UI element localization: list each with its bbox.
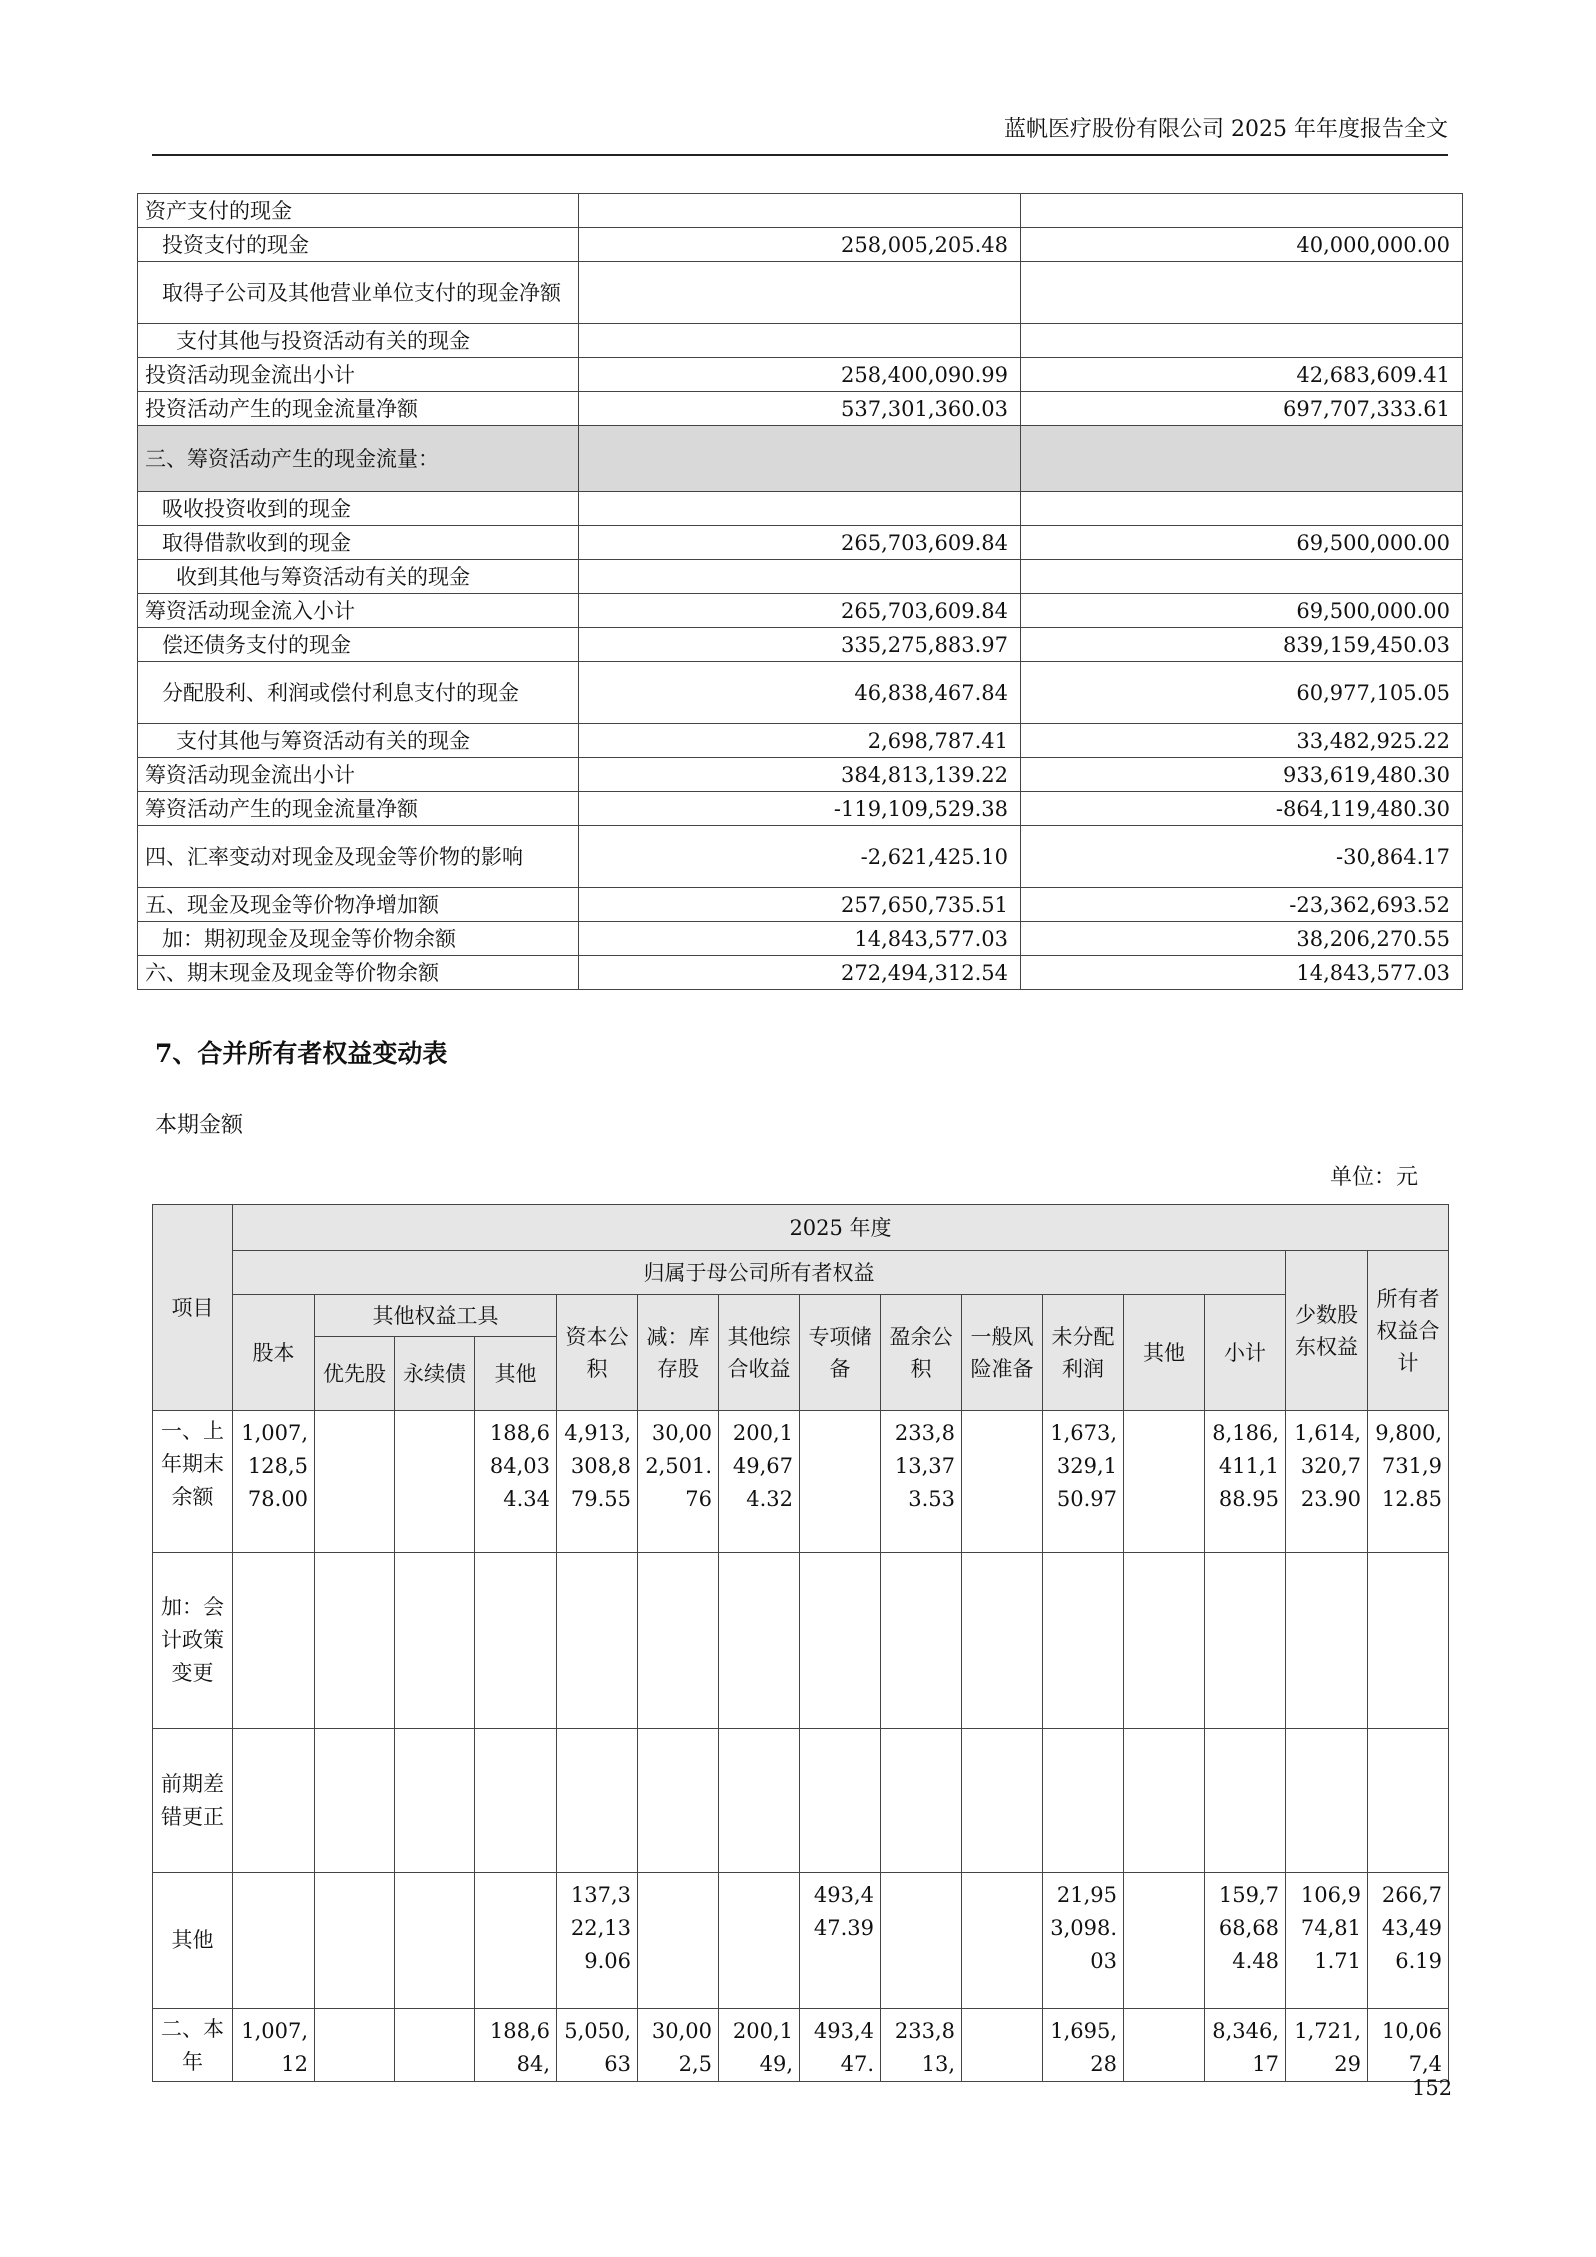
equity-table — [152, 1204, 1449, 2082]
cashflow-label: 取得借款收到的现金 — [138, 526, 579, 560]
equity-cell — [395, 1411, 475, 1553]
cashflow-label: 支付其他与投资活动有关的现金 — [138, 324, 579, 358]
equity-row-label: 前期差错更正 — [153, 1729, 233, 1873]
equity-cell — [1124, 2009, 1205, 2082]
equity-cell: 493,447. — [800, 2009, 881, 2082]
cashflow-current-value: -2,621,425.10 — [579, 826, 1021, 888]
equity-row — [153, 1411, 1449, 1553]
cashflow-prior-value — [1021, 262, 1463, 324]
equity-row — [153, 1873, 1449, 2009]
cashflow-row — [138, 560, 1463, 594]
cashflow-prior-value — [1021, 324, 1463, 358]
equity-cell — [315, 1873, 395, 2009]
cashflow-label: 投资支付的现金 — [138, 228, 579, 262]
cashflow-row — [138, 426, 1463, 492]
equity-cell — [475, 1553, 557, 1729]
cashflow-prior-value: -23,362,693.52 — [1021, 888, 1463, 922]
equity-cell — [1286, 1729, 1368, 1873]
cashflow-row — [138, 628, 1463, 662]
equity-cell: 5,050,63 — [557, 2009, 638, 2082]
equity-cell: 9,800,731,912.85 — [1368, 1411, 1449, 1553]
cashflow-label: 取得子公司及其他营业单位支付的现金净额 — [138, 262, 579, 324]
equity-cell — [475, 1729, 557, 1873]
equity-cell: 188,684, — [475, 2009, 557, 2082]
col-surplus-reserve: 盈余公积 — [881, 1295, 962, 1411]
equity-cell — [233, 1873, 315, 2009]
cashflow-row — [138, 358, 1463, 392]
equity-cell: 493,447.39 — [800, 1873, 881, 2009]
cashflow-label: 投资活动现金流出小计 — [138, 358, 579, 392]
equity-cell: 200,149,674.32 — [719, 1411, 800, 1553]
equity-cell: 21,953,098.03 — [1043, 1873, 1124, 2009]
cashflow-current-value: 537,301,360.03 — [579, 392, 1021, 426]
cashflow-row — [138, 324, 1463, 358]
cashflow-prior-value — [1021, 426, 1463, 492]
equity-cell — [800, 1553, 881, 1729]
cashflow-current-value: -119,109,529.38 — [579, 792, 1021, 826]
cashflow-current-value: 14,843,577.03 — [579, 922, 1021, 956]
cashflow-label: 筹资活动现金流出小计 — [138, 758, 579, 792]
equity-cell: 30,002,5 — [638, 2009, 719, 2082]
equity-cell: 233,813,373.53 — [881, 1411, 962, 1553]
equity-cell — [1286, 1553, 1368, 1729]
col-subtotal: 小计 — [1205, 1295, 1286, 1411]
cashflow-prior-value: 697,707,333.61 — [1021, 392, 1463, 426]
col-other: 其他 — [1124, 1295, 1205, 1411]
cashflow-label: 偿还债务支付的现金 — [138, 628, 579, 662]
cashflow-row — [138, 826, 1463, 888]
cashflow-label: 筹资活动现金流入小计 — [138, 594, 579, 628]
cashflow-prior-value: -864,119,480.30 — [1021, 792, 1463, 826]
equity-row-label: 加：会计政策变更 — [153, 1553, 233, 1729]
cashflow-current-value: 46,838,467.84 — [579, 662, 1021, 724]
cashflow-label: 五、现金及现金等价物净增加额 — [138, 888, 579, 922]
equity-cell: 137,322,139.06 — [557, 1873, 638, 2009]
equity-cell — [1043, 1729, 1124, 1873]
header-title: 蓝帆医疗股份有限公司 2025 年年度报告全文 — [1004, 117, 1448, 142]
equity-cell — [315, 1411, 395, 1553]
cashflow-prior-value: 69,500,000.00 — [1021, 526, 1463, 560]
equity-cell: 1,673,329,150.97 — [1043, 1411, 1124, 1553]
parent-equity-header: 归属于母公司所有者权益 — [233, 1251, 1286, 1295]
equity-cell — [233, 1729, 315, 1873]
cashflow-prior-value: 42,683,609.41 — [1021, 358, 1463, 392]
col-perpetual: 永续债 — [395, 1337, 475, 1411]
cashflow-row — [138, 194, 1463, 228]
equity-cell — [962, 2009, 1043, 2082]
cashflow-current-value: 257,650,735.51 — [579, 888, 1021, 922]
cashflow-row — [138, 492, 1463, 526]
cashflow-row — [138, 262, 1463, 324]
equity-cell — [962, 1553, 1043, 1729]
equity-cell — [315, 1729, 395, 1873]
equity-cell — [1124, 1411, 1205, 1553]
year-header: 2025 年度 — [233, 1205, 1449, 1251]
cashflow-row — [138, 922, 1463, 956]
cashflow-prior-value — [1021, 492, 1463, 526]
cashflow-label: 资产支付的现金 — [138, 194, 579, 228]
col-preferred: 优先股 — [315, 1337, 395, 1411]
equity-cell — [1205, 1553, 1286, 1729]
equity-cell — [233, 1553, 315, 1729]
cashflow-current-value: 258,400,090.99 — [579, 358, 1021, 392]
cashflow-current-value — [579, 426, 1021, 492]
cashflow-prior-value: 933,619,480.30 — [1021, 758, 1463, 792]
cashflow-row — [138, 792, 1463, 826]
equity-cell: 1,614,320,723.90 — [1286, 1411, 1368, 1553]
equity-cell — [1124, 1553, 1205, 1729]
equity-cell: 1,007,128,578.00 — [233, 1411, 315, 1553]
col-treasury-stock: 减：库存股 — [638, 1295, 719, 1411]
cashflow-label: 吸收投资收到的现金 — [138, 492, 579, 526]
equity-cell — [881, 1873, 962, 2009]
equity-cell: 30,002,501.76 — [638, 1411, 719, 1553]
equity-cell — [315, 1553, 395, 1729]
equity-cell — [1043, 1553, 1124, 1729]
equity-cell — [395, 1729, 475, 1873]
equity-cell — [800, 1411, 881, 1553]
equity-cell — [1124, 1873, 1205, 2009]
col-total: 所有者权益合计 — [1368, 1251, 1449, 1411]
col-oci: 其他综合收益 — [719, 1295, 800, 1411]
equity-cell — [395, 1553, 475, 1729]
cashflow-label: 三、筹资活动产生的现金流量： — [138, 426, 579, 492]
equity-cell: 1,007,12 — [233, 2009, 315, 2082]
col-capital-reserve: 资本公积 — [557, 1295, 638, 1411]
cashflow-label: 支付其他与筹资活动有关的现金 — [138, 724, 579, 758]
cashflow-prior-value: 69,500,000.00 — [1021, 594, 1463, 628]
cashflow-label: 分配股利、利润或偿付利息支付的现金 — [138, 662, 579, 724]
equity-cell: 106,974,811.71 — [1286, 1873, 1368, 2009]
cashflow-label: 筹资活动产生的现金流量净额 — [138, 792, 579, 826]
equity-cell — [638, 1729, 719, 1873]
col-general-risk: 一般风险准备 — [962, 1295, 1043, 1411]
cashflow-prior-value: 38,206,270.55 — [1021, 922, 1463, 956]
equity-cell — [719, 1873, 800, 2009]
col-other-instrument: 其他 — [475, 1337, 557, 1411]
equity-cell: 188,684,034.34 — [475, 1411, 557, 1553]
cashflow-prior-value: 40,000,000.00 — [1021, 228, 1463, 262]
equity-cell: 4,913,308,879.55 — [557, 1411, 638, 1553]
cashflow-row — [138, 724, 1463, 758]
equity-cell: 1,721,29 — [1286, 2009, 1368, 2082]
cashflow-label: 四、汇率变动对现金及现金等价物的影响 — [138, 826, 579, 888]
equity-cell: 200,149, — [719, 2009, 800, 2082]
cashflow-current-value: 272,494,312.54 — [579, 956, 1021, 990]
cashflow-prior-value: 60,977,105.05 — [1021, 662, 1463, 724]
cashflow-current-value: 2,698,787.41 — [579, 724, 1021, 758]
equity-row — [153, 1729, 1449, 1873]
col-minority: 少数股东权益 — [1286, 1251, 1368, 1411]
equity-cell — [315, 2009, 395, 2082]
col-undistributed-profit: 未分配利润 — [1043, 1295, 1124, 1411]
cashflow-row — [138, 956, 1463, 990]
page-number: 152 — [1412, 2076, 1453, 2100]
equity-cell — [881, 1553, 962, 1729]
equity-cell — [1368, 1553, 1449, 1729]
other-equity-instruments-header: 其他权益工具 — [315, 1295, 557, 1337]
cashflow-table — [137, 193, 1463, 990]
equity-cell — [962, 1873, 1043, 2009]
equity-cell — [557, 1729, 638, 1873]
equity-cell — [719, 1729, 800, 1873]
cashflow-current-value: 335,275,883.97 — [579, 628, 1021, 662]
equity-cell — [1368, 1729, 1449, 1873]
equity-cell: 1,695,28 — [1043, 2009, 1124, 2082]
equity-row-label: 一、上年期末余额 — [153, 1411, 233, 1553]
equity-row — [153, 2009, 1449, 2082]
cashflow-row — [138, 758, 1463, 792]
equity-cell: 159,768,684.48 — [1205, 1873, 1286, 2009]
equity-row — [153, 1553, 1449, 1729]
equity-cell — [719, 1553, 800, 1729]
cashflow-current-value: 384,813,139.22 — [579, 758, 1021, 792]
equity-cell — [962, 1729, 1043, 1873]
cashflow-prior-value: -30,864.17 — [1021, 826, 1463, 888]
equity-cell — [1205, 1729, 1286, 1873]
cashflow-current-value: 265,703,609.84 — [579, 594, 1021, 628]
cashflow-current-value — [579, 324, 1021, 358]
cashflow-prior-value: 33,482,925.22 — [1021, 724, 1463, 758]
section-subtitle: 本期金额 — [155, 1113, 244, 1138]
cashflow-current-value — [579, 492, 1021, 526]
cashflow-row — [138, 888, 1463, 922]
cashflow-row — [138, 392, 1463, 426]
equity-cell — [962, 1411, 1043, 1553]
cashflow-row — [138, 594, 1463, 628]
col-item-header: 项目 — [153, 1205, 233, 1411]
equity-cell: 266,743,496.19 — [1368, 1873, 1449, 2009]
equity-cell: 233,813, — [881, 2009, 962, 2082]
equity-cell — [1124, 1729, 1205, 1873]
cashflow-prior-value: 839,159,450.03 — [1021, 628, 1463, 662]
page-header — [152, 110, 1448, 156]
cashflow-current-value — [579, 560, 1021, 594]
equity-cell — [800, 1729, 881, 1873]
equity-cell — [638, 1553, 719, 1729]
cashflow-prior-value: 14,843,577.03 — [1021, 956, 1463, 990]
equity-cell — [395, 1873, 475, 2009]
unit-label: 单位：元 — [1330, 1165, 1419, 1190]
cashflow-row — [138, 228, 1463, 262]
col-share-capital: 股本 — [233, 1295, 315, 1411]
cashflow-prior-value — [1021, 194, 1463, 228]
equity-row-label: 二、本年 — [153, 2009, 233, 2082]
equity-cell — [475, 1873, 557, 2009]
cashflow-label: 投资活动产生的现金流量净额 — [138, 392, 579, 426]
equity-row-label: 其他 — [153, 1873, 233, 2009]
section-title: 7、合并所有者权益变动表 — [155, 1039, 448, 1068]
cashflow-label: 六、期末现金及现金等价物余额 — [138, 956, 579, 990]
equity-cell: 8,186,411,188.95 — [1205, 1411, 1286, 1553]
cashflow-row — [138, 526, 1463, 560]
col-special-reserve: 专项储备 — [800, 1295, 881, 1411]
equity-cell — [395, 2009, 475, 2082]
equity-cell: 10,067,4 — [1368, 2009, 1449, 2082]
cashflow-current-value — [579, 262, 1021, 324]
equity-cell — [557, 1553, 638, 1729]
cashflow-label: 加：期初现金及现金等价物余额 — [138, 922, 579, 956]
equity-cell — [638, 1873, 719, 2009]
cashflow-prior-value — [1021, 560, 1463, 594]
cashflow-label: 收到其他与筹资活动有关的现金 — [138, 560, 579, 594]
equity-cell — [881, 1729, 962, 1873]
cashflow-row — [138, 662, 1463, 724]
cashflow-current-value: 265,703,609.84 — [579, 526, 1021, 560]
cashflow-current-value — [579, 194, 1021, 228]
cashflow-current-value: 258,005,205.48 — [579, 228, 1021, 262]
equity-cell: 8,346,17 — [1205, 2009, 1286, 2082]
